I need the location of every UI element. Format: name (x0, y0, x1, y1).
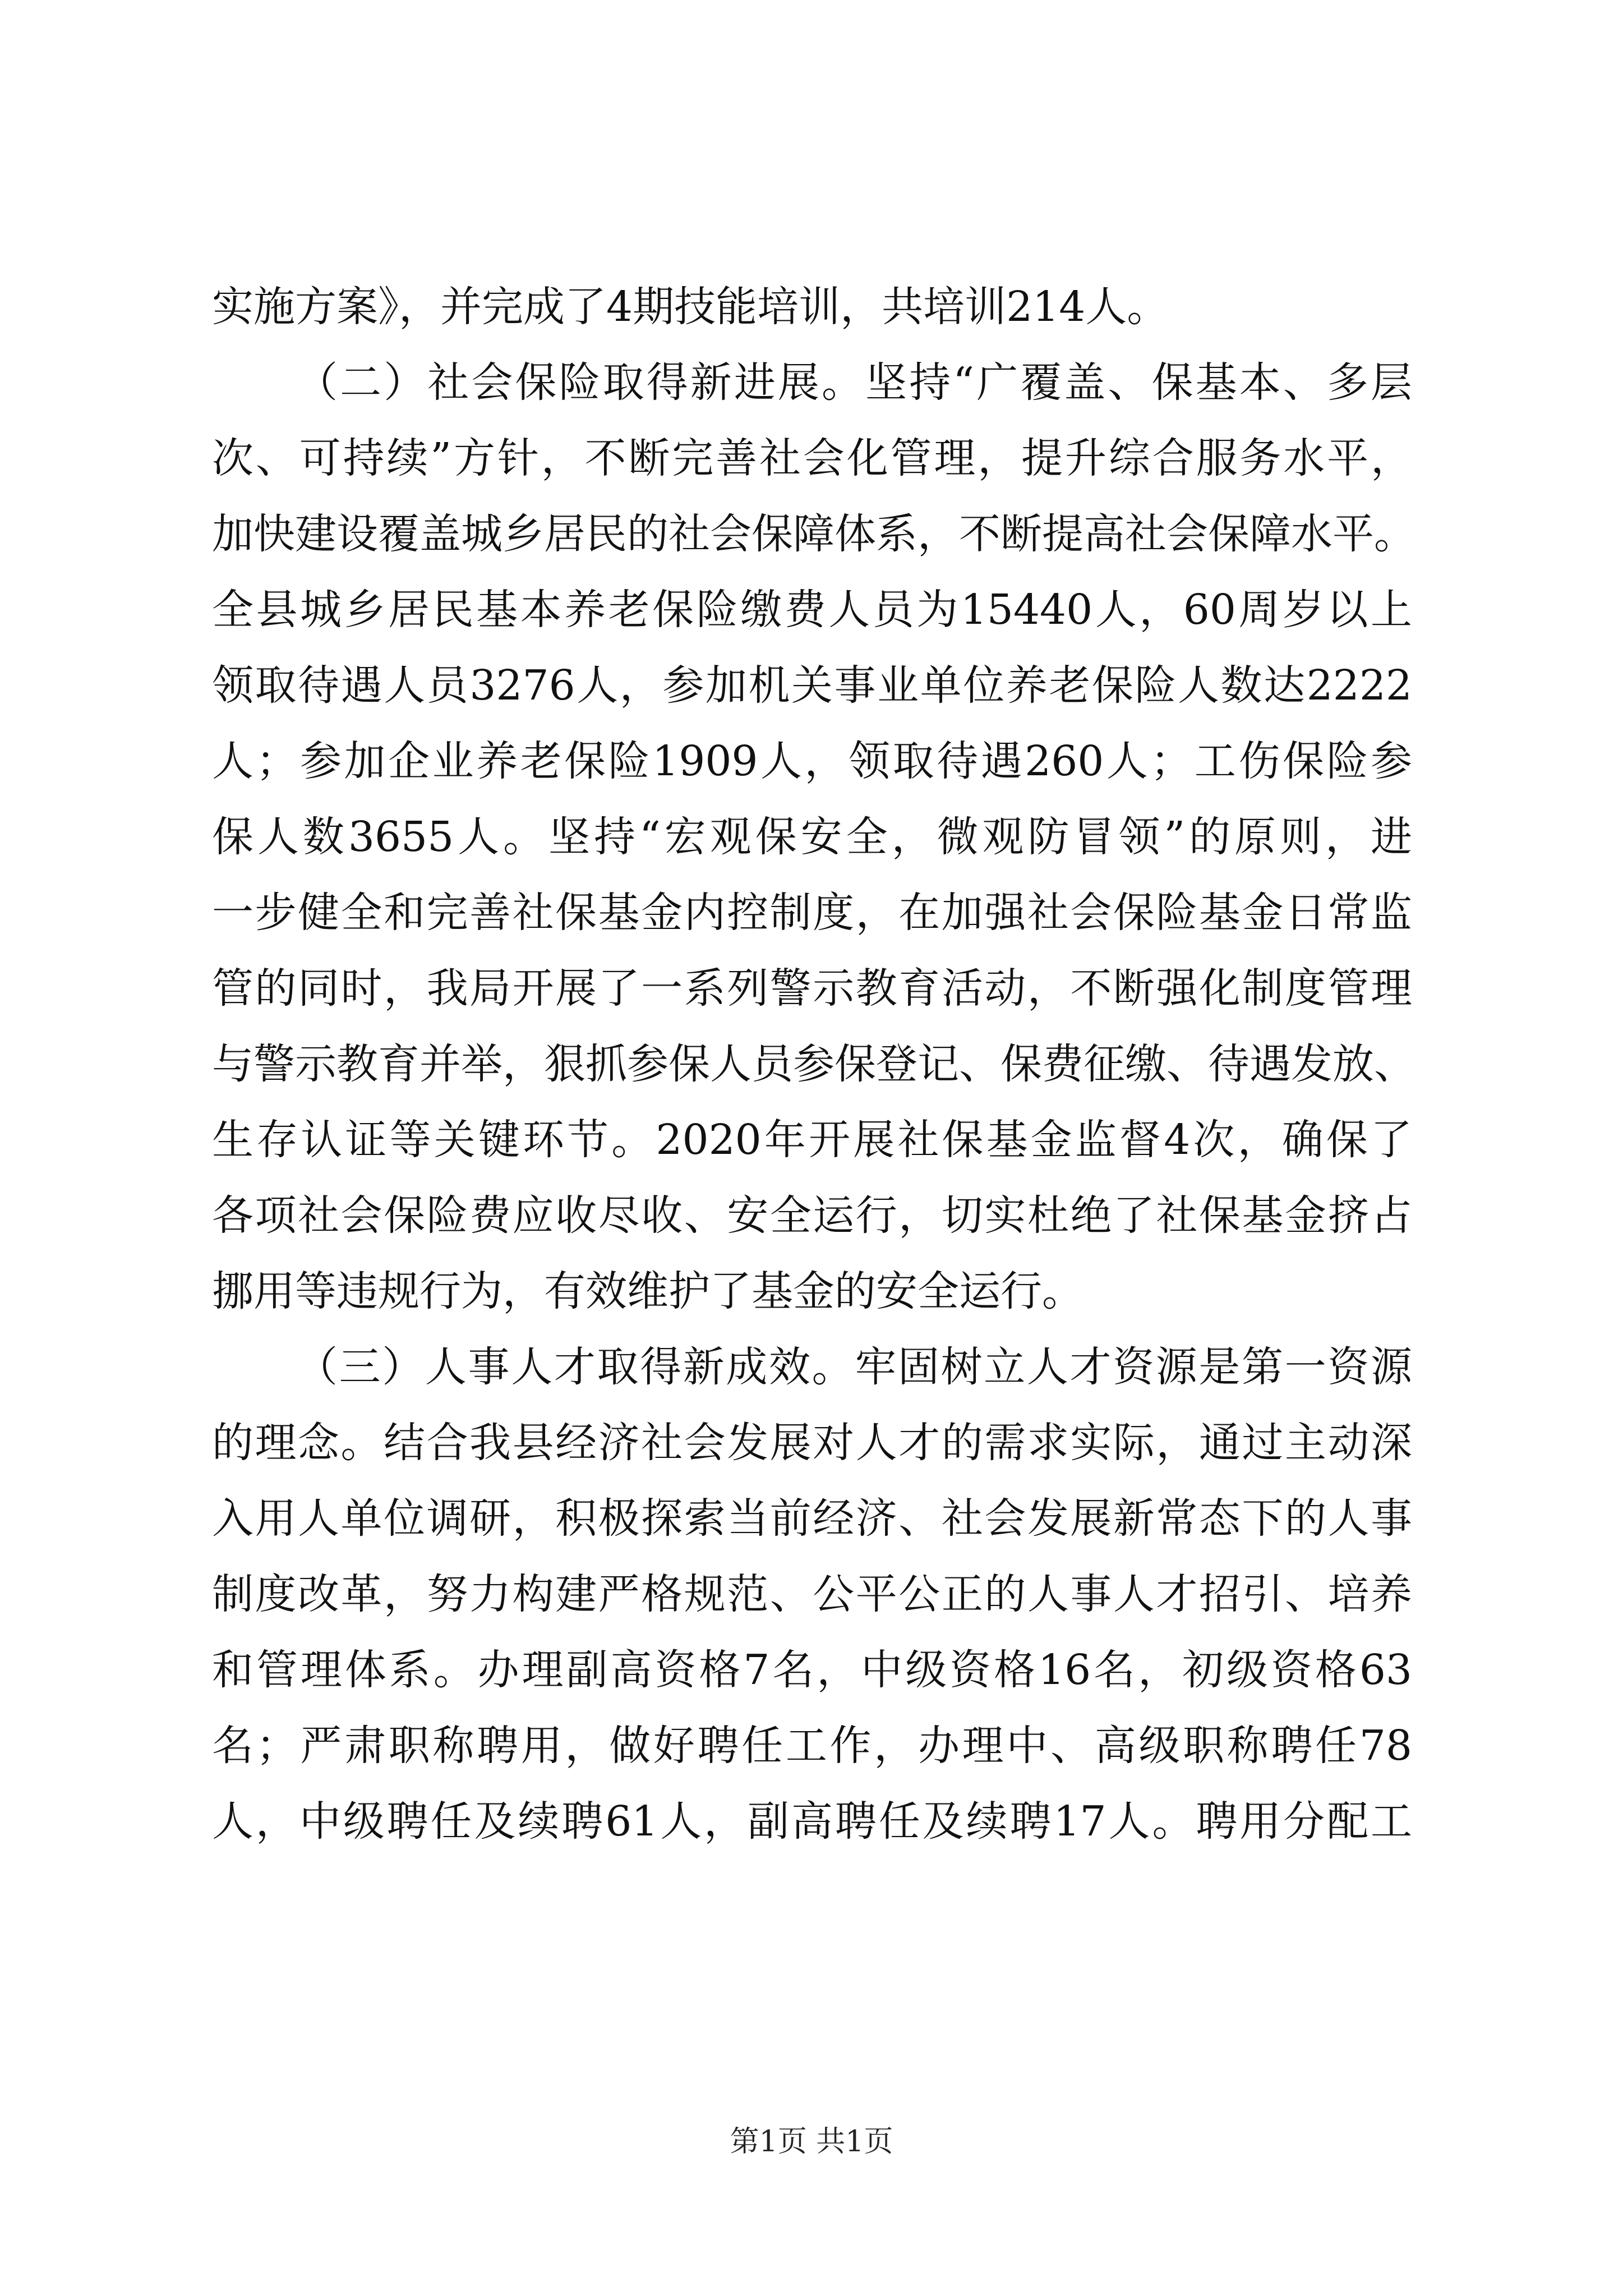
text-line: 制度改革，努力构建严格规范、公平公正的人事人才招引、培养 (212, 1570, 1412, 1618)
page-footer: 第1页 共1页 (730, 2125, 893, 2159)
text-line: 一步健全和完善社保基金内控制度，在加强社会保险基金日常监 (212, 889, 1412, 937)
text-line: 生存认证等关键环节。2020年开展社保基金监督4次，确保了 (212, 1116, 1412, 1164)
text-line: 实施方案》，并完成了4期技能培训，共培训214人。 (212, 283, 1169, 331)
text-line: 和管理体系。办理副高资格7名，中级资格16名，初级资格63 (212, 1646, 1412, 1694)
text-line: 全县城乡居民基本养老保险缴费人员为15440人，60周岁以上 (212, 586, 1412, 634)
text-line: （二）社会保险取得新进展。坚持“广覆盖、保基本、多层 (296, 358, 1412, 407)
text-line: 名；严肃职称聘用，做好聘任工作，办理中、高级职称聘任78 (212, 1722, 1412, 1770)
text-line: 保人数3655人。坚持“宏观保安全，微观防冒领”的原则，进 (212, 813, 1412, 861)
text-line: （三）人事人才取得新成效。牢固树立人才资源是第一资源 (296, 1343, 1412, 1391)
text-line: 挪用等违规行为，有效维护了基金的安全运行。 (212, 1267, 1083, 1315)
text-line: 加快建设覆盖城乡居民的社会保障体系，不断提高社会保障水平。 (212, 510, 1415, 558)
text-line: 领取待遇人员3276人，参加机关事业单位养老保险人数达2222 (212, 661, 1412, 710)
text-line: 管的同时，我局开展了一系列警示教育活动，不断强化制度管理 (212, 964, 1412, 1013)
text-line: 人，中级聘任及续聘61人，副高聘任及续聘17人。聘用分配工 (212, 1797, 1412, 1846)
text-line: 入用人单位调研，积极探索当前经济、社会发展新常态下的人事 (212, 1494, 1412, 1543)
text-line: 各项社会保险费应收尽收、安全运行，切实杜绝了社保基金挤占 (212, 1191, 1412, 1240)
document-body (212, 269, 1415, 1860)
text-line: 人；参加企业养老保险1909人，领取待遇260人；工伤保险参 (212, 737, 1412, 785)
text-line: 次、可持续”方针，不断完善社会化管理，提升综合服务水平， (212, 434, 1412, 482)
text-line: 的理念。结合我县经济社会发展对人才的需求实际，通过主动深 (212, 1419, 1412, 1467)
text-line: 与警示教育并举，狠抓参保人员参保登记、保费征缴、待遇发放、 (212, 1040, 1415, 1088)
